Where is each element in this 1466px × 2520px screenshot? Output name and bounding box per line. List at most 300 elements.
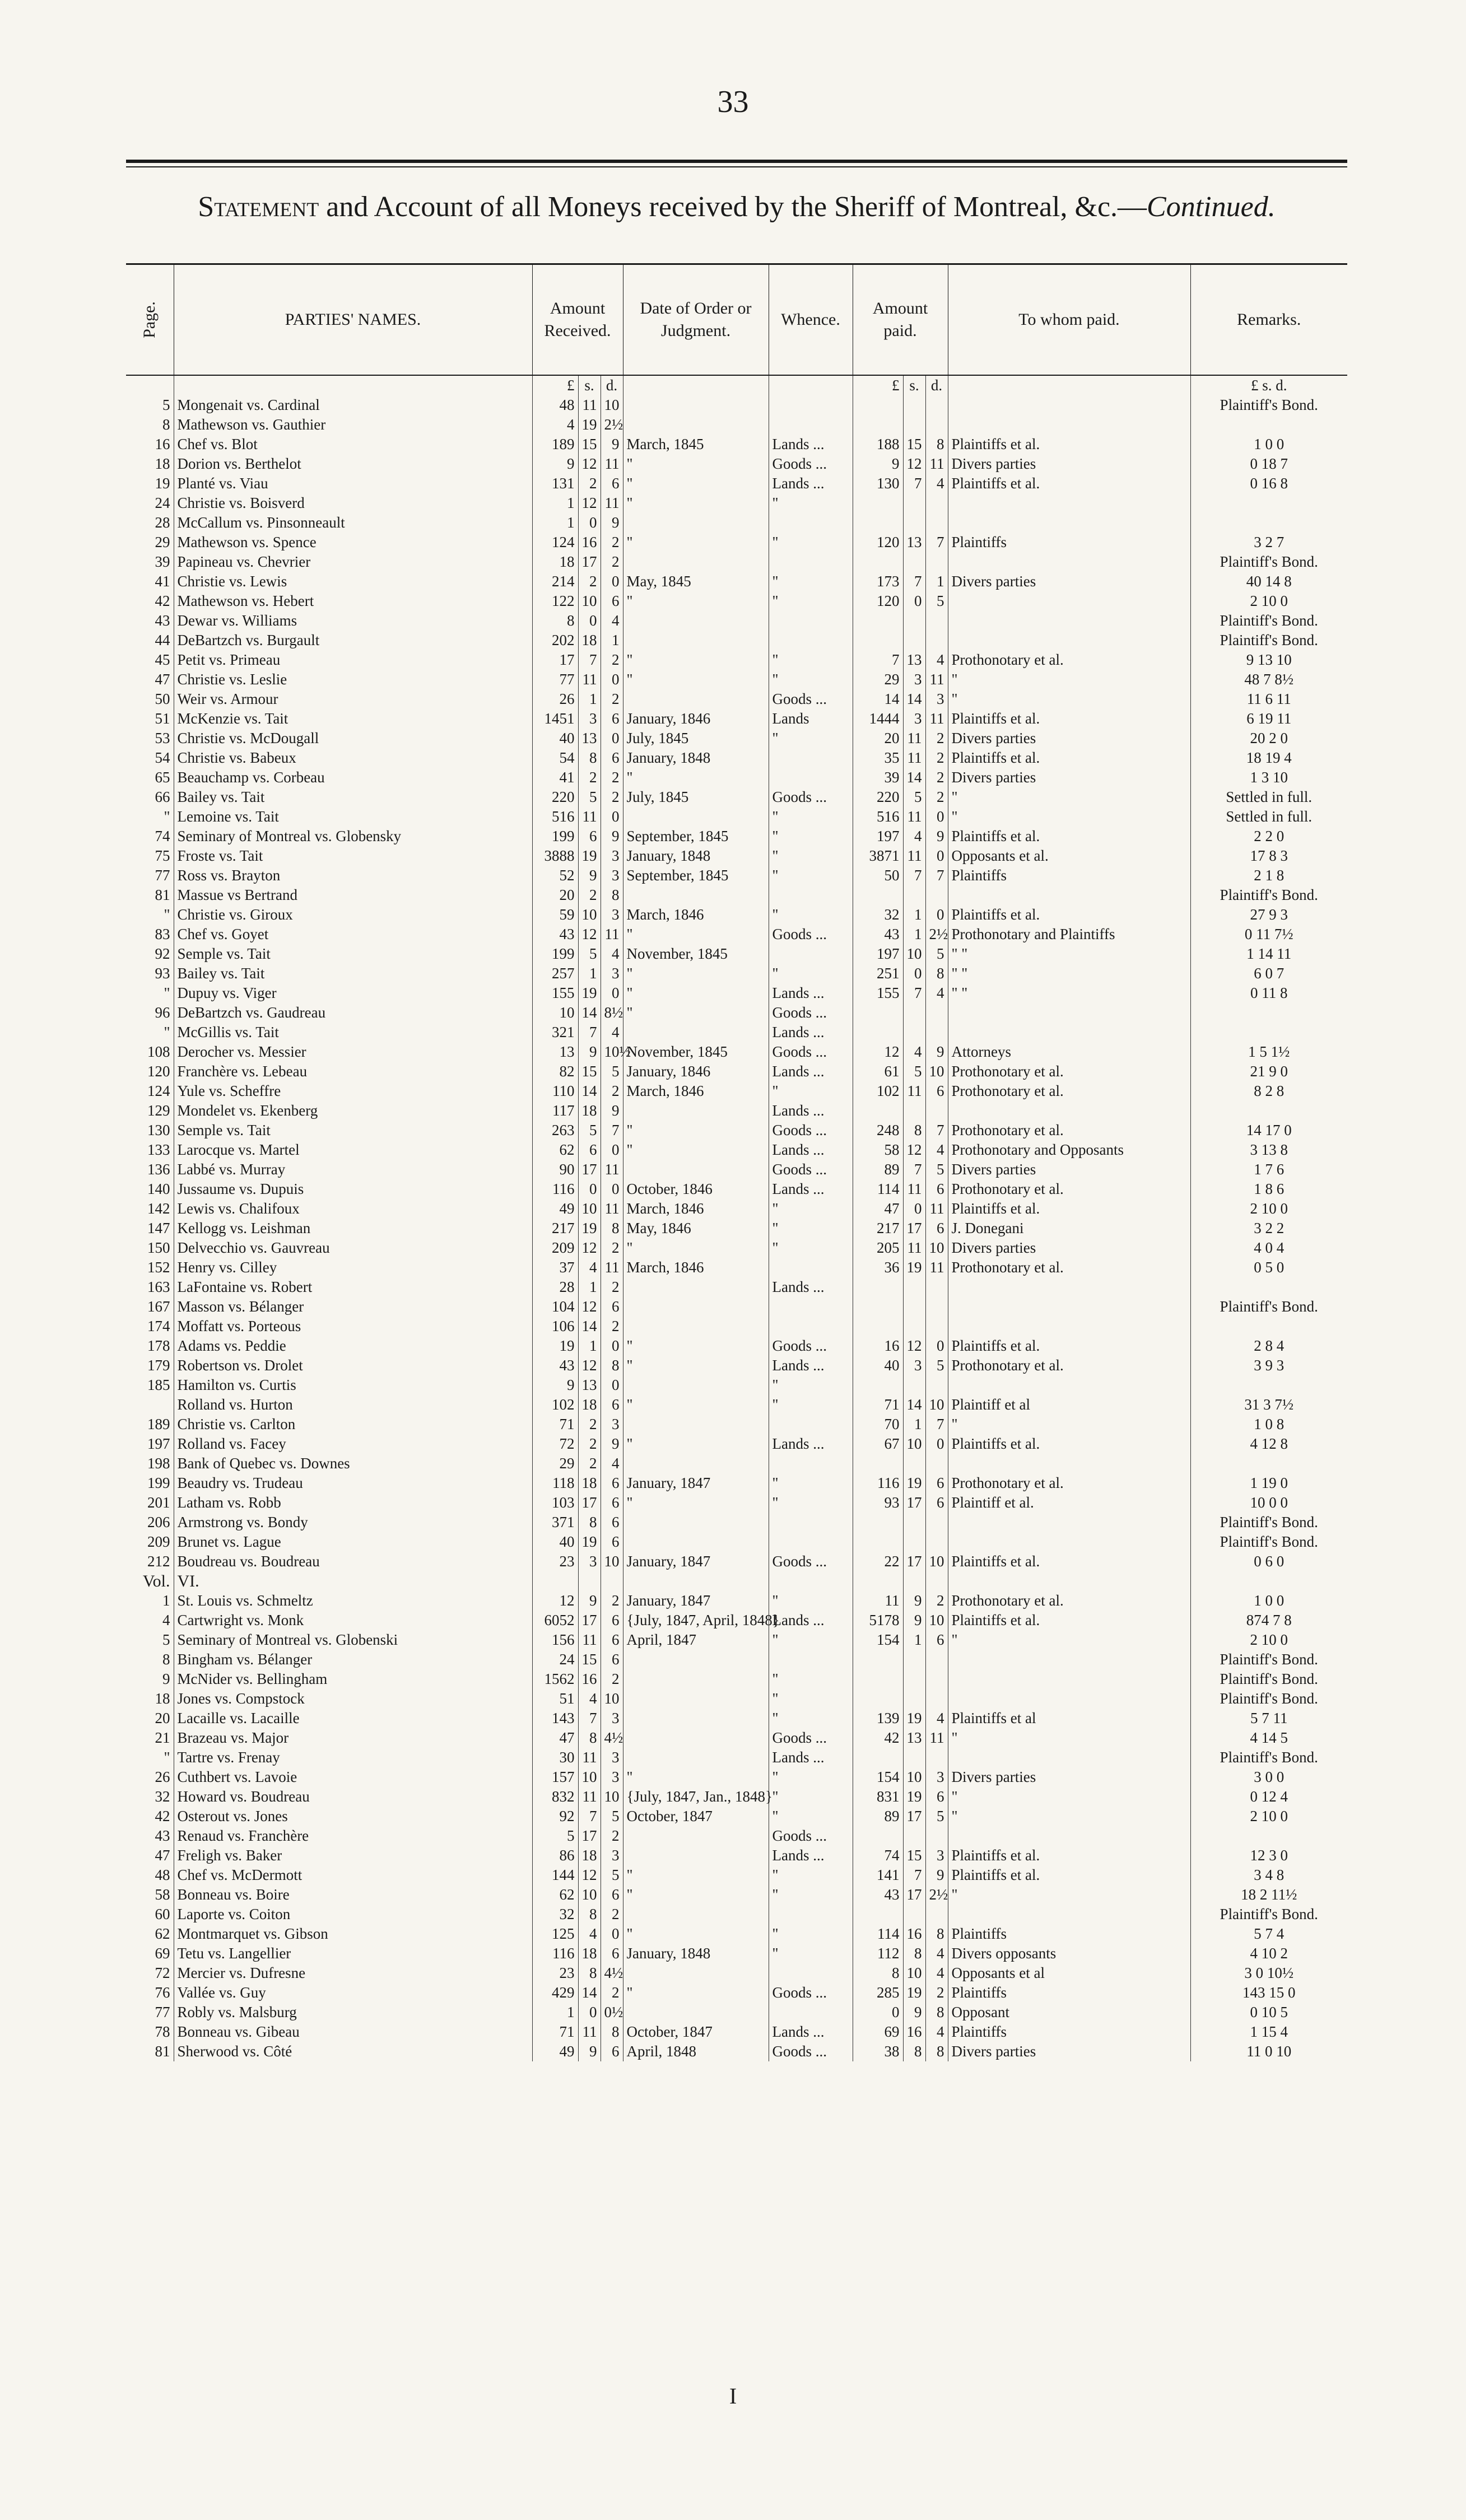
- to-whom-cell: Prothonotary et al.: [948, 1121, 1190, 1140]
- to-whom-cell: Prothonotary et al.: [948, 1356, 1190, 1375]
- to-whom-cell: Plaintiffs: [948, 533, 1190, 552]
- parties-cell: Sherwood vs. Côté: [174, 2042, 532, 2061]
- parties-cell: Ross vs. Brayton: [174, 866, 532, 885]
- paid-pence: 8: [925, 1924, 948, 1944]
- paid-pence: 9: [925, 1865, 948, 1885]
- received-pence: 2: [601, 689, 623, 709]
- paid-pence: [925, 1454, 948, 1473]
- parties-cell: Bailey vs. Tait: [174, 964, 532, 983]
- remarks-cell: 2 10 0: [1190, 1199, 1347, 1219]
- remarks-cell: 1 14 11: [1190, 944, 1347, 964]
- received-pence: 0: [601, 1375, 623, 1395]
- signature-mark: I: [729, 2383, 737, 2409]
- remarks-cell: Plaintiff's Bond.: [1190, 1513, 1347, 1532]
- paid-pounds: 61: [853, 1062, 903, 1081]
- header-amount-received: Amount Received.: [532, 264, 623, 376]
- paid-shillings: 10: [903, 1963, 925, 1983]
- paid-pence: 10: [925, 1552, 948, 1571]
- date-cell: ": [623, 1767, 769, 1787]
- remarks-cell: Plaintiff's Bond.: [1190, 1650, 1347, 1669]
- paid-shillings: 3: [903, 1356, 925, 1375]
- received-shillings: 19: [578, 983, 601, 1003]
- date-cell: [623, 611, 769, 631]
- unit-pounds-paid: £: [853, 375, 903, 395]
- to-whom-cell: [948, 1297, 1190, 1317]
- date-cell: [623, 885, 769, 905]
- whence-cell: Lands ...: [769, 1846, 853, 1865]
- table-row: [126, 2022, 1347, 2042]
- date-cell: [623, 1532, 769, 1552]
- to-whom-cell: [948, 1905, 1190, 1924]
- received-pence: 3: [601, 846, 623, 866]
- received-shillings: 14: [578, 1003, 601, 1023]
- paid-shillings: [903, 1650, 925, 1669]
- paid-pence: [925, 611, 948, 631]
- remarks-cell: Plaintiff's Bond.: [1190, 1669, 1347, 1689]
- page-cell: 124: [147, 1082, 170, 1099]
- table-row: [126, 1062, 1347, 1081]
- whence-cell: ": [769, 1767, 853, 1787]
- received-pounds: 122: [532, 591, 578, 611]
- received-pounds: 29: [532, 1454, 578, 1473]
- received-pounds: 257: [532, 964, 578, 983]
- to-whom-cell: [948, 1375, 1190, 1395]
- table-row: [126, 1807, 1347, 1826]
- whence-cell: Goods ...: [769, 454, 853, 474]
- remarks-cell: Plaintiff's Bond.: [1190, 885, 1347, 905]
- received-pounds: 41: [532, 768, 578, 787]
- whence-cell: ": [769, 1591, 853, 1611]
- paid-pence: [925, 1571, 948, 1591]
- whence-cell: Lands ...: [769, 1023, 853, 1042]
- paid-pounds: 102: [853, 1081, 903, 1101]
- page-cell: 1: [162, 1592, 170, 1609]
- paid-shillings: 13: [903, 1728, 925, 1748]
- header-remarks: Remarks.: [1190, 264, 1347, 376]
- to-whom-cell: Divers parties: [948, 1767, 1190, 1787]
- whence-cell: ": [769, 1865, 853, 1885]
- received-pence: 4: [601, 1023, 623, 1042]
- received-pence: 8: [601, 1219, 623, 1238]
- to-whom-cell: [948, 1532, 1190, 1552]
- page-cell: 76: [155, 1984, 170, 2001]
- received-pence: 6: [601, 1493, 623, 1513]
- parties-cell: Bank of Quebec vs. Downes: [174, 1454, 532, 1473]
- received-shillings: 13: [578, 1375, 601, 1395]
- page-cell: 43: [155, 612, 170, 629]
- whence-cell: Goods ...: [769, 1121, 853, 1140]
- parties-cell: Chef vs. Goyet: [174, 925, 532, 944]
- paid-pounds: 50: [853, 866, 903, 885]
- date-cell: ": [623, 1395, 769, 1415]
- page-cell: 32: [155, 1788, 170, 1805]
- received-pounds: 220: [532, 787, 578, 807]
- table-row: [126, 1963, 1347, 1983]
- paid-shillings: [903, 1003, 925, 1023]
- date-cell: ": [623, 1238, 769, 1258]
- received-pence: 6: [601, 709, 623, 729]
- paid-pounds: 248: [853, 1121, 903, 1140]
- to-whom-cell: [948, 1689, 1190, 1709]
- received-shillings: 8: [578, 1513, 601, 1532]
- header-whence: Whence.: [769, 264, 853, 376]
- table-row: [126, 1121, 1347, 1140]
- paid-pounds: 1444: [853, 709, 903, 729]
- received-shillings: 9: [578, 866, 601, 885]
- received-shillings: 11: [578, 395, 601, 415]
- paid-pence: 10: [925, 1395, 948, 1415]
- whence-cell: Lands ...: [769, 1140, 853, 1160]
- to-whom-cell: Prothonotary et al.: [948, 1473, 1190, 1493]
- paid-pence: 8: [925, 2042, 948, 2061]
- remarks-cell: 3 13 8: [1190, 1140, 1347, 1160]
- received-pounds: 71: [532, 2022, 578, 2042]
- paid-shillings: 10: [903, 1767, 925, 1787]
- parties-cell: Seminary of Montreal vs. Globenski: [174, 1630, 532, 1650]
- remarks-cell: 18 19 4: [1190, 748, 1347, 768]
- to-whom-cell: Divers parties: [948, 729, 1190, 748]
- date-cell: [623, 1748, 769, 1767]
- paid-pounds: 20: [853, 729, 903, 748]
- to-whom-cell: [948, 1317, 1190, 1336]
- parties-cell: Christie vs. McDougall: [174, 729, 532, 748]
- received-pounds: 13: [532, 1042, 578, 1062]
- table-row: [126, 1219, 1347, 1238]
- paid-shillings: [903, 1532, 925, 1552]
- received-shillings: 7: [578, 650, 601, 670]
- date-cell: ": [623, 474, 769, 493]
- received-pounds: 5: [532, 1826, 578, 1846]
- table-row: [126, 1434, 1347, 1454]
- paid-shillings: [903, 1826, 925, 1846]
- page-cell: 51: [155, 710, 170, 727]
- parties-cell: Masson vs. Bélanger: [174, 1297, 532, 1317]
- received-pence: 8: [601, 885, 623, 905]
- date-cell: January, 1848: [623, 1944, 769, 1963]
- parties-cell: Jussaume vs. Dupuis: [174, 1179, 532, 1199]
- received-pence: 8½: [601, 1003, 623, 1023]
- page-cell: 83: [155, 926, 170, 942]
- date-cell: {July, 1847, Jan., 1848}: [623, 1787, 769, 1807]
- paid-pounds: 173: [853, 572, 903, 591]
- paid-pounds: [853, 631, 903, 650]
- whence-cell: Lands ...: [769, 1277, 853, 1297]
- parties-cell: Montmarquet vs. Gibson: [174, 1924, 532, 1944]
- page-cell: 199: [147, 1474, 170, 1491]
- received-shillings: 0: [578, 611, 601, 631]
- paid-pounds: 205: [853, 1238, 903, 1258]
- whence-cell: Lands ...: [769, 1062, 853, 1081]
- received-shillings: 17: [578, 1493, 601, 1513]
- table-row: [126, 2003, 1347, 2022]
- received-shillings: 17: [578, 1826, 601, 1846]
- received-shillings: 1: [578, 1277, 601, 1297]
- received-pence: 2: [601, 1081, 623, 1101]
- remarks-cell: 31 3 7½: [1190, 1395, 1347, 1415]
- paid-pounds: [853, 885, 903, 905]
- date-cell: ": [623, 1885, 769, 1905]
- received-shillings: 10: [578, 591, 601, 611]
- page-cell: 77: [155, 2004, 170, 2020]
- remarks-cell: 11 0 10: [1190, 2042, 1347, 2061]
- received-pounds: 26: [532, 689, 578, 709]
- paid-shillings: [903, 513, 925, 533]
- table-row: [126, 1415, 1347, 1434]
- received-pounds: 90: [532, 1160, 578, 1179]
- paid-pounds: 11: [853, 1591, 903, 1611]
- page-cell: 20: [155, 1710, 170, 1726]
- received-pounds: 4: [532, 415, 578, 435]
- page-cell: 108: [147, 1043, 170, 1060]
- parties-cell: Tartre vs. Frenay: [174, 1748, 532, 1767]
- paid-shillings: [903, 1689, 925, 1709]
- remarks-cell: [1190, 1454, 1347, 1473]
- received-shillings: 18: [578, 1473, 601, 1493]
- date-cell: ": [623, 1003, 769, 1023]
- received-pence: 10: [601, 1787, 623, 1807]
- whence-cell: ": [769, 1473, 853, 1493]
- remarks-cell: 1 0 0: [1190, 1591, 1347, 1611]
- received-shillings: 2: [578, 1434, 601, 1454]
- remarks-cell: 12 3 0: [1190, 1846, 1347, 1865]
- received-pounds: 23: [532, 1552, 578, 1571]
- paid-pence: [925, 631, 948, 650]
- paid-pounds: 89: [853, 1807, 903, 1826]
- received-pence: 3: [601, 905, 623, 925]
- date-cell: ": [623, 670, 769, 689]
- paid-pence: 4: [925, 1963, 948, 1983]
- paid-pence: 5: [925, 1807, 948, 1826]
- paid-pounds: 516: [853, 807, 903, 827]
- remarks-cell: 5 7 11: [1190, 1709, 1347, 1728]
- page-cell: 140: [147, 1180, 170, 1197]
- paid-shillings: 3: [903, 709, 925, 729]
- table-row: [126, 1454, 1347, 1473]
- date-cell: [623, 1297, 769, 1317]
- table-row: [126, 513, 1347, 533]
- parties-cell: Mongenait vs. Cardinal: [174, 395, 532, 415]
- whence-cell: Lands ...: [769, 2022, 853, 2042]
- date-cell: September, 1845: [623, 866, 769, 885]
- received-pounds: 18: [532, 552, 578, 572]
- remarks-cell: [1190, 513, 1347, 533]
- page-cell: 47: [155, 671, 170, 688]
- paid-pounds: 3871: [853, 846, 903, 866]
- received-pounds: 155: [532, 983, 578, 1003]
- paid-shillings: 9: [903, 1591, 925, 1611]
- whence-cell: [769, 1650, 853, 1669]
- to-whom-cell: ": [948, 1885, 1190, 1905]
- received-pence: 2: [601, 650, 623, 670]
- date-cell: March, 1845: [623, 435, 769, 454]
- parties-cell: Petit vs. Primeau: [174, 650, 532, 670]
- whence-cell: ": [769, 905, 853, 925]
- to-whom-cell: [948, 1023, 1190, 1042]
- received-pounds: 71: [532, 1415, 578, 1434]
- date-cell: October, 1847: [623, 2022, 769, 2042]
- paid-shillings: 11: [903, 729, 925, 748]
- remarks-cell: 21 9 0: [1190, 1062, 1347, 1081]
- whence-cell: [769, 1454, 853, 1473]
- whence-cell: Lands ...: [769, 1748, 853, 1767]
- paid-shillings: [903, 1297, 925, 1317]
- date-cell: [623, 1375, 769, 1395]
- paid-pence: 9: [925, 1042, 948, 1062]
- parties-cell: Robly vs. Malsburg: [174, 2003, 532, 2022]
- date-cell: ": [623, 768, 769, 787]
- received-shillings: 5: [578, 944, 601, 964]
- table-row: [126, 1924, 1347, 1944]
- whence-cell: ": [769, 1669, 853, 1689]
- parties-cell: Massue vs Bertrand: [174, 885, 532, 905]
- remarks-cell: Plaintiff's Bond.: [1190, 552, 1347, 572]
- to-whom-cell: [948, 611, 1190, 631]
- received-pounds: 37: [532, 1258, 578, 1277]
- remarks-cell: 1 5 1½: [1190, 1042, 1347, 1062]
- paid-shillings: [903, 1454, 925, 1473]
- to-whom-cell: [948, 552, 1190, 572]
- table-row: [126, 1317, 1347, 1336]
- received-pounds: 72: [532, 1434, 578, 1454]
- received-pence: 0: [601, 670, 623, 689]
- page-cell: 129: [147, 1102, 170, 1119]
- to-whom-cell: Plaintiffs: [948, 866, 1190, 885]
- paid-pounds: 38: [853, 2042, 903, 2061]
- received-pounds: 321: [532, 1023, 578, 1042]
- paid-pence: 2: [925, 729, 948, 748]
- to-whom-cell: ": [948, 1787, 1190, 1807]
- page-cell: 53: [155, 730, 170, 746]
- table-row: [126, 493, 1347, 513]
- parties-cell: Mathewson vs. Spence: [174, 533, 532, 552]
- table-row: [126, 1944, 1347, 1963]
- parties-cell: Christie vs. Boisverd: [174, 493, 532, 513]
- parties-cell: Christie vs. Babeux: [174, 748, 532, 768]
- paid-pounds: [853, 1454, 903, 1473]
- paid-shillings: 14: [903, 689, 925, 709]
- received-pence: 6: [601, 1395, 623, 1415]
- received-shillings: 4: [578, 1258, 601, 1277]
- paid-shillings: [903, 1905, 925, 1924]
- table-row: [126, 1023, 1347, 1042]
- page-cell: 69: [155, 1945, 170, 1962]
- whence-cell: Lands ...: [769, 983, 853, 1003]
- paid-shillings: 5: [903, 1062, 925, 1081]
- table-row: [126, 454, 1347, 474]
- paid-shillings: 12: [903, 454, 925, 474]
- to-whom-cell: Plaintiffs et al: [948, 1709, 1190, 1728]
- paid-pounds: [853, 1689, 903, 1709]
- paid-pounds: 5178: [853, 1611, 903, 1630]
- page-cell: 81: [155, 886, 170, 903]
- received-pence: 6: [601, 1944, 623, 1963]
- page-cell: 72: [155, 1964, 170, 1981]
- page-cell: 147: [147, 1220, 170, 1236]
- date-cell: [623, 2003, 769, 2022]
- to-whom-cell: [948, 1101, 1190, 1121]
- paid-shillings: [903, 631, 925, 650]
- paid-pence: [925, 395, 948, 415]
- table-row: [126, 1552, 1347, 1571]
- table-row: [126, 1709, 1347, 1728]
- remarks-cell: 11 6 11: [1190, 689, 1347, 709]
- parties-cell: Cuthbert vs. Lavoie: [174, 1767, 532, 1787]
- date-cell: [623, 1317, 769, 1336]
- page-cell: 50: [155, 690, 170, 707]
- date-cell: October, 1846: [623, 1179, 769, 1199]
- received-pence: 6: [601, 748, 623, 768]
- page-cell: 78: [155, 2023, 170, 2040]
- received-pounds: 131: [532, 474, 578, 493]
- paid-shillings: [903, 1748, 925, 1767]
- parties-cell: Boudreau vs. Boudreau: [174, 1552, 532, 1571]
- paid-pence: [925, 1317, 948, 1336]
- page-cell: 92: [155, 945, 170, 962]
- paid-shillings: 8: [903, 1944, 925, 1963]
- paid-pounds: 154: [853, 1767, 903, 1787]
- remarks-cell: 2 8 4: [1190, 1336, 1347, 1356]
- to-whom-cell: Plaintiffs et al.: [948, 827, 1190, 846]
- received-shillings: 18: [578, 1395, 601, 1415]
- remarks-cell: 20 2 0: [1190, 729, 1347, 748]
- received-shillings: 7: [578, 1807, 601, 1826]
- paid-shillings: [903, 1101, 925, 1121]
- to-whom-cell: [948, 395, 1190, 415]
- date-cell: January, 1846: [623, 1062, 769, 1081]
- received-pence: 6: [601, 474, 623, 493]
- whence-cell: [769, 1905, 853, 1924]
- paid-pounds: [853, 1023, 903, 1042]
- whence-cell: [769, 1513, 853, 1532]
- paid-shillings: 1: [903, 1415, 925, 1434]
- received-pounds: 202: [532, 631, 578, 650]
- received-pence: 6: [601, 1513, 623, 1532]
- received-pounds: 116: [532, 1179, 578, 1199]
- paid-shillings: 16: [903, 1924, 925, 1944]
- parties-cell: Mathewson vs. Gauthier: [174, 415, 532, 435]
- parties-cell: VI.: [174, 1571, 532, 1591]
- remarks-cell: [1190, 415, 1347, 435]
- whence-cell: Goods ...: [769, 1552, 853, 1571]
- remarks-cell: Plaintiff's Bond.: [1190, 1689, 1347, 1709]
- header-date: Date of Order or Judgment.: [623, 264, 769, 376]
- parties-cell: Moffatt vs. Porteous: [174, 1317, 532, 1336]
- received-shillings: 11: [578, 1630, 601, 1650]
- to-whom-cell: Prothonotary et al.: [948, 1062, 1190, 1081]
- whence-cell: ": [769, 1807, 853, 1826]
- received-pence: 6: [601, 2042, 623, 2061]
- page-cell: 174: [147, 1318, 170, 1334]
- table-row: [126, 631, 1347, 650]
- received-pounds: 1: [532, 493, 578, 513]
- remarks-cell: Plaintiff's Bond.: [1190, 395, 1347, 415]
- whence-cell: ": [769, 1375, 853, 1395]
- paid-pence: [925, 1689, 948, 1709]
- received-shillings: 16: [578, 1669, 601, 1689]
- page-cell: 178: [147, 1337, 170, 1354]
- paid-shillings: 7: [903, 1160, 925, 1179]
- date-cell: [623, 1415, 769, 1434]
- page-cell: 54: [155, 749, 170, 766]
- whence-cell: Lands ...: [769, 1179, 853, 1199]
- page-cell: 19: [155, 475, 170, 492]
- received-pence: 6: [601, 1473, 623, 1493]
- paid-pence: [925, 415, 948, 435]
- paid-pence: 5: [925, 1356, 948, 1375]
- remarks-cell: 40 14 8: [1190, 572, 1347, 591]
- paid-pence: 11: [925, 1199, 948, 1219]
- to-whom-cell: Prothonotary et al.: [948, 1591, 1190, 1611]
